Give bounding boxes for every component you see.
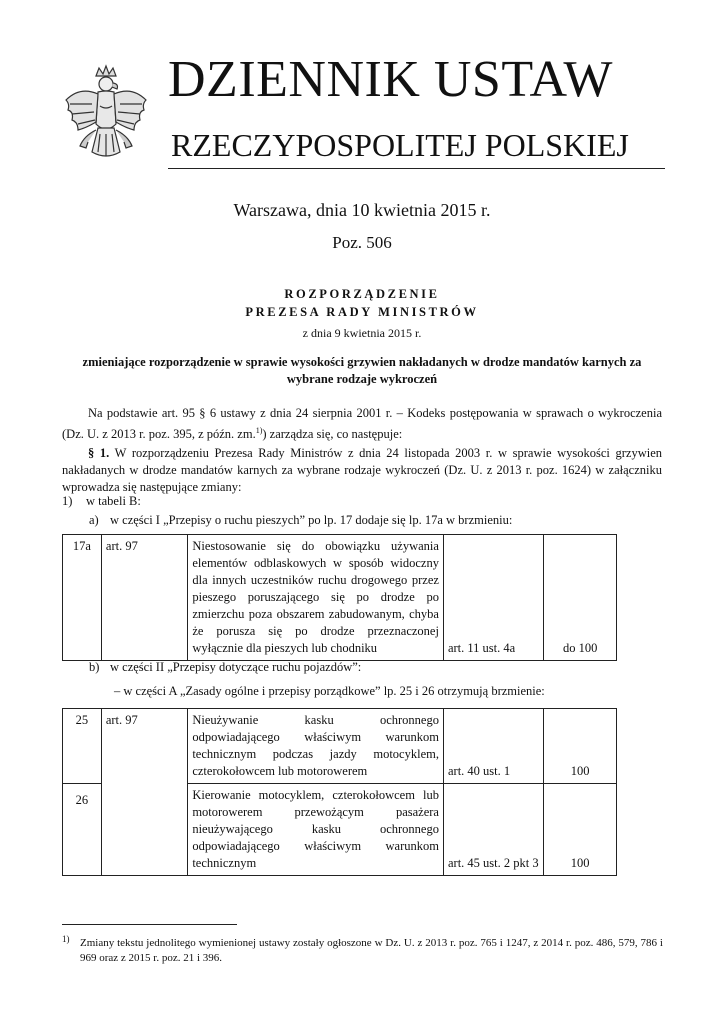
fines-table-25-26: [62, 708, 617, 876]
table-cell-art: art. 97: [101, 709, 187, 876]
table-cell-description: Niestosowanie się do obowiązku używania elementów odblaskowych w sposób widoczny dla innych uczestników ruchu drogowego przez pieszego poruszającego się po drodze po zmierzchu poza obszarem zabudowanym, chyba że porusza się po drodze przeznaczonej wyłącznie dla pieszych lub chodniku: [188, 535, 444, 661]
preamble-text-end: ) zarządza się, co następuje:: [262, 427, 403, 442]
table-cell-lp: 25: [63, 709, 102, 784]
preamble-text: Na podstawie art. 95 § 6 ustawy z dnia 24 sierpnia 2001 r. – Kodeks postępowania w sprawach o wykroczenia (Dz. U. z 2013 r. poz. 395, z późn. zm.: [62, 406, 662, 442]
item-a-text: w części I „Przepisy o ruchu pieszych” po lp. 17 dodaje się lp. 17a w brzmieniu:: [110, 513, 513, 527]
footnote-text: Zmiany tekstu jednolitego wymienionej ustawy zostały ogłoszone w Dz. U. z 2013 r. poz. 765 i 1247, z 2014 r. poz. 486, 579, 786 i 969 oraz z 2015 r. poz. 21 i 396.: [80, 937, 663, 964]
footnote-mark: 1): [62, 934, 70, 944]
polish-eagle-emblem-icon: [62, 64, 150, 172]
journal-subtitle: RZECZYPOSPOLITEJ POLSKIEJ: [171, 127, 629, 163]
table-cell-fine: 100: [544, 709, 617, 784]
act-subject: zmieniające rozporządzenie w sprawie wysokości grzywien nakładanych w drodze mandatów karnych za wybrane rodzaje wykroczeń: [82, 355, 642, 386]
header-divider: [168, 168, 665, 169]
table-cell-reference: art. 40 ust. 1: [443, 709, 543, 784]
item-b-text: w części II „Przepisy dotyczące ruchu pojazdów”:: [110, 660, 362, 674]
table-cell-fine: do 100: [544, 535, 617, 661]
footnote-divider: [62, 924, 237, 925]
table-cell-lp: 26: [63, 784, 102, 876]
item-b-label: b): [89, 660, 100, 674]
table-cell-description: Kierowanie motocyklem, czterokołowcem lub motorowerem przewożącym pasażera nieużywającego kasku ochronnego odpowiadającego właściwym warunkom technicznym: [188, 784, 444, 876]
preamble-paragraph: [62, 405, 662, 443]
item-1-text: w tabeli B:: [86, 494, 141, 508]
section-1-label: § 1.: [88, 446, 110, 460]
table-cell-reference: art. 45 ust. 2 pkt 3: [443, 784, 543, 876]
item-a-label: a): [89, 513, 99, 527]
table-cell-fine: 100: [544, 784, 617, 876]
item-1-number: 1): [62, 494, 73, 508]
act-issuer: PREZESA RADY MINISTRÓW: [245, 305, 479, 319]
table-cell-reference: art. 11 ust. 4a: [443, 535, 543, 661]
table-cell-description: Nieużywanie kasku ochronnego odpowiadającego właściwym warunkom technicznym podczas jazdy motocyklem, czterokołowcem lub motorowerem: [188, 709, 444, 784]
issue-position: [0, 233, 724, 253]
issue-date: [0, 200, 724, 221]
section-1-paragraph: [62, 445, 662, 496]
act-date: z dnia 9 kwietnia 2015 r.: [302, 326, 422, 340]
section-1-text: W rozporządzeniu Prezesa Rady Ministrów z dnia 24 listopada 2003 r. w sprawie wysokości grzywien nakładanych w drodze mandatów karnych za wybrane rodzaje wykroczeń (Dz. U. z 2013 r. poz. 1624) w załączniku wprowadza się następujące zmiany:: [62, 446, 663, 494]
fines-table-17a: [62, 534, 617, 661]
act-type: ROZPORZĄDZENIE: [284, 287, 440, 301]
issue-position-text: Poz. 506: [332, 233, 392, 252]
table-row: [63, 709, 617, 784]
journal-title: DZIENNIK USTAW: [168, 51, 613, 108]
table-cell-lp: 17a: [63, 535, 102, 661]
table-row: [63, 535, 617, 661]
item-b-dash-text: – w części A „Zasady ogólne i przepisy porządkowe” lp. 25 i 26 otrzymują brzmienie:: [114, 684, 545, 698]
issue-date-text: Warszawa, dnia 10 kwietnia 2015 r.: [233, 200, 491, 220]
table-cell-art: art. 97: [101, 535, 187, 661]
footnote-ref: 1): [255, 426, 263, 435]
